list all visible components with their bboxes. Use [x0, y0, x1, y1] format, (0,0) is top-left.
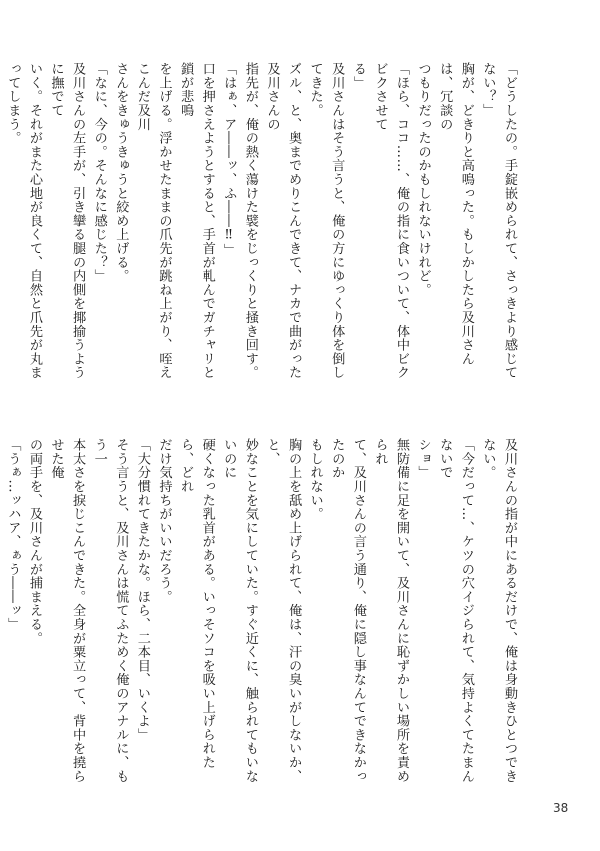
text-line: 及川さんの指が中にあるだけで、俺は身動きひとつできない。 [480, 438, 517, 783]
text-line: を上げる。浮かせたままの爪先が跳ね上がり、咥えこんだ及川 [134, 62, 172, 380]
page-number: 38 [553, 801, 569, 815]
text-line: 及川さんの左手が、引き攣る腿の内側を揶揄うように撫でて [48, 62, 86, 380]
text-line: 妙なことを気にしていた。すぐ近くに、触られてもいないのに [221, 438, 258, 783]
text-line: ズル、と、奥までめりこんできて、ナカで曲がった及川さんの [264, 62, 302, 380]
text-line: の両手を、及川さんが捕まえる。 [26, 438, 42, 645]
text-line [0, 62, 2, 392]
text-line: 胸の上を舐め上げられて、俺は、汗の臭いがしないか、と、 [264, 438, 302, 783]
text-line: さんをきゅうきゅうと絞め上げる。 [113, 62, 129, 283]
text-line: 及川さんはそう言うと、俺の方にゆっくり体を倒してきた。 [307, 62, 345, 380]
lower-text-tier [5, 438, 520, 784]
text-line: 口を押さえようとすると、手首が軋んでガチャリと鎖が悲鳴 [178, 62, 215, 380]
text-line: もしれない。 [307, 438, 323, 521]
text-line: 「大分慣れてきたかな。ほら、二本目、いくよ」 [134, 438, 150, 742]
text-line: 無防備に足を開いて、及川さんに恥ずかしい場所を責められ [372, 438, 410, 783]
text-line: 「どうしたの。手錠嵌められて、さっきより感じてない？」 [480, 62, 517, 380]
text-line: ショ」 [415, 438, 431, 480]
text-line: 「今だって…、ケツの穴イジられて、気持よくてたまんないで [437, 438, 474, 783]
text-line: 「ほら、ココ……、俺の指に食いついて、体中ビクビクさせて [372, 62, 410, 380]
text-line: 「なに、今の。そんなに感じた？」 [91, 62, 107, 283]
text-line: いく。それがまた心地が良くて、自然と爪先が丸まってしまう。 [5, 62, 42, 380]
text-line: 硬くなった乳首がある。いっそソコを吸い上げられたら、どれ [178, 438, 215, 770]
text-line: る」 [350, 62, 366, 90]
text-line: て、及川さんの言う通り、俺に隠し事なんてできなかったのか [329, 438, 366, 783]
text-line: つもりだったのかもしれないけれど。 [415, 62, 431, 297]
text-line: 指先が、俺の熱く蕩けた襞をじっくりと掻き回す。 [242, 62, 258, 380]
text-line: だけ気持ちがいいだろう。 [156, 438, 172, 604]
text-line: 「うぁ…ッハア、ぁう――ッ」 [5, 438, 21, 632]
upper-text-tier [5, 62, 520, 392]
text-line: 「はぁ、ア――ッ、ふ――‼」 [221, 62, 237, 257]
text-line: 本太さを捩じこんできた。全身が粟立って、背中を撓らせた俺 [48, 438, 86, 783]
text-line: そう言うと、及川さんは慌てふためく俺のアナルに、もう一 [91, 438, 129, 783]
text-line: 胸が、どきりと高鳴った。もしかしたら及川さんは、冗談の [437, 62, 474, 366]
